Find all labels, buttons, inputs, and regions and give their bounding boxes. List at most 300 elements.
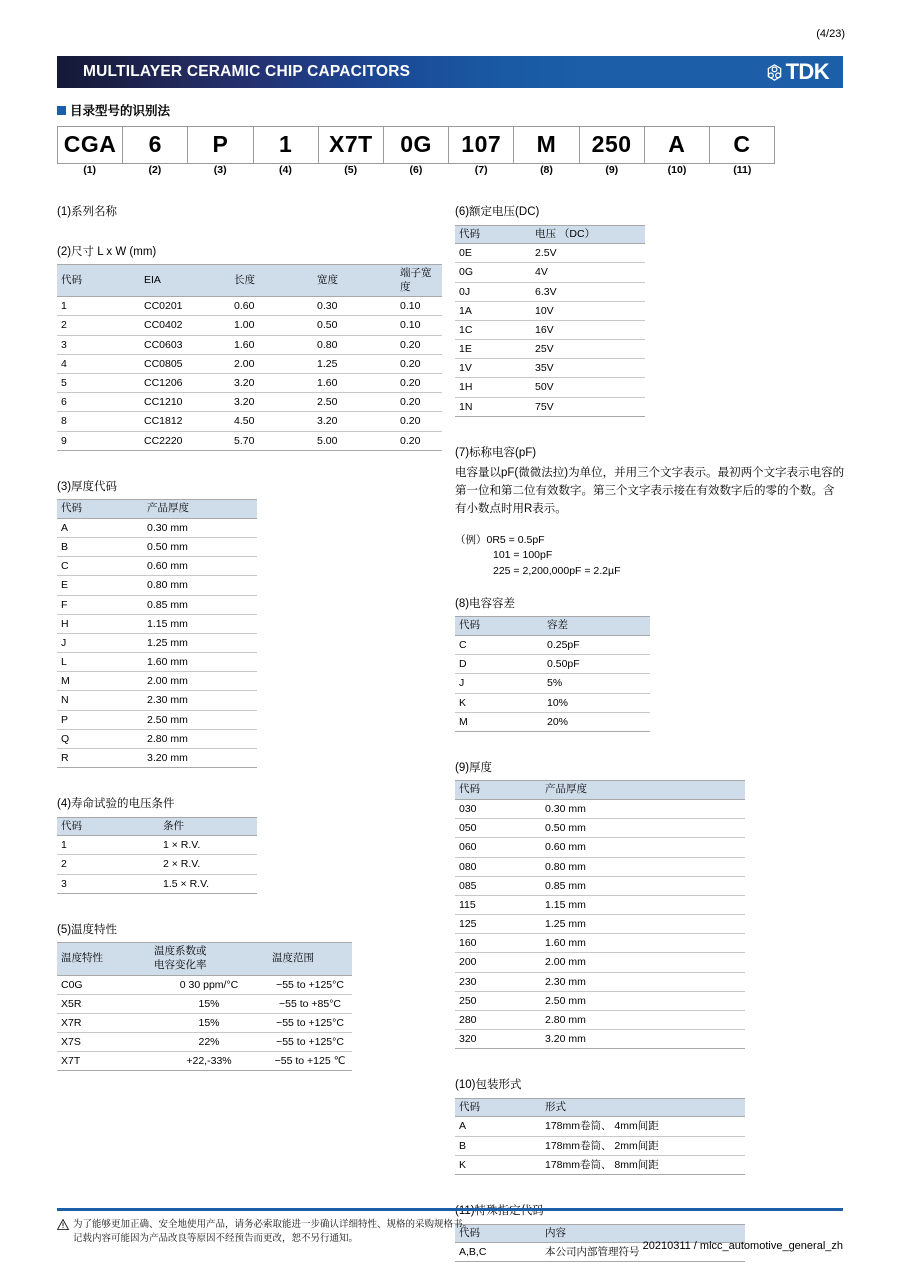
part-number-index: (3) xyxy=(213,164,227,176)
table-cell: 125 xyxy=(455,915,541,934)
table-cell: 1.00 xyxy=(230,316,313,335)
part-number-index: (4) xyxy=(279,164,292,176)
table-cell: 250 xyxy=(455,991,541,1010)
table-cell: 1.60 mm xyxy=(541,934,745,953)
table-cell: CC1210 xyxy=(140,393,230,412)
right-column xyxy=(455,205,845,1265)
table-row xyxy=(57,729,257,748)
column-header: 代码 xyxy=(455,617,533,636)
table-cell: X7S xyxy=(57,1033,150,1052)
table-cell: 本公司内部管理符号 xyxy=(541,1243,745,1262)
table-row xyxy=(57,691,257,710)
table-row xyxy=(57,412,442,431)
table-cell: 085 xyxy=(455,876,541,895)
table-cell: 1.15 mm xyxy=(541,895,745,914)
example-line-3: 225 = 2,200,000pF = 2.2µF xyxy=(493,565,621,578)
table-cell: 5 xyxy=(57,374,140,393)
table-cell: −55 to +125°C xyxy=(268,975,352,994)
table-row xyxy=(57,335,442,354)
example-line-1: （例）0R5 = 0.5pF xyxy=(455,533,545,546)
table-cell: 0.85 mm xyxy=(541,876,745,895)
part-number-segment: 6 xyxy=(122,127,187,163)
column-header-line1: 温度系数或 xyxy=(154,945,207,958)
tdk-logo xyxy=(765,61,829,83)
table-cell: 1C xyxy=(455,320,531,339)
table-cell: 0.85 mm xyxy=(143,595,257,614)
table-cell: CC0805 xyxy=(140,354,230,373)
table-cell: 5.00 xyxy=(313,431,396,450)
page-number: (4/23) xyxy=(816,28,845,40)
part-number-segment: X7T xyxy=(318,127,383,163)
table-row xyxy=(57,1052,352,1071)
packaging-table xyxy=(455,1098,745,1175)
table-cell: CC1206 xyxy=(140,374,230,393)
part-number-indices xyxy=(57,160,775,176)
table-cell: 0.50 mm xyxy=(541,819,745,838)
table-cell: CC0402 xyxy=(140,316,230,335)
table-cell: −55 to +125°C xyxy=(268,1013,352,1032)
column-header: 内容 xyxy=(541,1224,745,1243)
table-cell: 0.25pF xyxy=(533,636,650,655)
table-cell: 3.20 mm xyxy=(143,748,257,767)
table-row xyxy=(455,1117,745,1136)
bullet-square-icon xyxy=(57,106,66,115)
table-cell: 030 xyxy=(455,800,541,819)
table-cell: 2.30 mm xyxy=(541,972,745,991)
table-cell: +22,-33% xyxy=(150,1052,268,1071)
table-row xyxy=(57,1013,352,1032)
table-row xyxy=(57,393,442,412)
footer-notice-text xyxy=(73,1218,472,1247)
block-title: (7)标称电容(pF) xyxy=(455,446,537,459)
table-cell: 0 30 ppm/°C xyxy=(150,975,268,994)
block-title: (9)厚度 xyxy=(455,761,493,774)
column-header: 形式 xyxy=(541,1098,745,1117)
warning-triangle-icon xyxy=(57,1219,69,1230)
table-row xyxy=(455,397,645,416)
table-row xyxy=(57,672,257,691)
block-thickness xyxy=(455,761,845,1049)
table-cell: 0.30 mm xyxy=(541,800,745,819)
table-cell: 50V xyxy=(531,378,645,397)
column-header: 宽度 xyxy=(313,265,396,297)
table-cell: 0.20 xyxy=(396,374,442,393)
table-row xyxy=(455,819,745,838)
table-cell: 1 xyxy=(57,297,140,316)
table-row xyxy=(57,316,442,335)
part-number-segment: 0G xyxy=(383,127,448,163)
table-cell: 1.25 xyxy=(313,354,396,373)
table-cell: 0.80 xyxy=(313,335,396,354)
column-header: 代码 xyxy=(455,225,531,244)
block-size xyxy=(57,245,442,451)
table-cell: 0.20 xyxy=(396,412,442,431)
table-cell: 280 xyxy=(455,1010,541,1029)
table-row xyxy=(57,538,257,557)
capacitance-paragraph: 电容量以pF(微微法拉)为单位，并用三个文字表示。最初两个文字表示电容的第一位和第二位有效数字。第三个文字表示接在有效数字后的零的个数。含有小数点时用R表示。 xyxy=(455,467,845,515)
left-column xyxy=(57,205,442,1074)
part-number-segment: P xyxy=(187,127,252,163)
table-cell: CC2220 xyxy=(140,431,230,450)
table-cell: E xyxy=(57,576,143,595)
table-cell: 178mm卷筒、 8mm间距 xyxy=(541,1155,745,1174)
table-cell: 3.20 xyxy=(313,412,396,431)
tdk-trefoil-mark-icon xyxy=(765,63,784,82)
table-cell: 1 xyxy=(57,836,143,855)
column-header: 容差 xyxy=(533,617,650,636)
table-cell: 1.60 xyxy=(230,335,313,354)
footer-divider xyxy=(57,1208,843,1211)
column-header: 产品厚度 xyxy=(541,781,745,800)
column-header: EIA xyxy=(140,265,230,297)
table-cell: 5% xyxy=(533,674,650,693)
table-cell: P xyxy=(57,710,143,729)
table-cell: 0.50 xyxy=(313,316,396,335)
table-cell: 4.50 xyxy=(230,412,313,431)
table-row xyxy=(57,557,257,576)
footer-notice-line-1: 为了能够更加正确、安全地使用产品，请务必索取能进一步确认详细特性、规格的采购规格书。 xyxy=(73,1219,473,1230)
table-cell: 1A xyxy=(455,301,531,320)
table-row xyxy=(57,836,257,855)
column-header: 条件 xyxy=(143,817,257,836)
table-cell: 2.80 mm xyxy=(143,729,257,748)
table-cell: 1H xyxy=(455,378,531,397)
table-cell: M xyxy=(57,672,143,691)
table-row xyxy=(455,244,645,263)
table-cell: 2.00 xyxy=(230,354,313,373)
part-number-segment: 250 xyxy=(579,127,644,163)
table-cell: R xyxy=(57,748,143,767)
table-row xyxy=(455,800,745,819)
column-header-line2: 电容变化率 xyxy=(154,958,207,971)
part-number-index: (9) xyxy=(605,164,619,176)
table-cell: 6 xyxy=(57,393,140,412)
table-row xyxy=(455,263,645,282)
block-title: (3)厚度代码 xyxy=(57,480,118,493)
table-row xyxy=(455,1010,745,1029)
part-number-index: (5) xyxy=(344,164,358,176)
table-cell: 1N xyxy=(455,397,531,416)
footer-notice-line-2: 记载内容可能因为产品改良等原因不经预告而更改，恕不另行通知。 xyxy=(73,1233,359,1245)
column-header xyxy=(150,943,268,975)
table-cell: 2.50 mm xyxy=(541,991,745,1010)
table-cell: Q xyxy=(57,729,143,748)
table-cell: 0.30 xyxy=(313,297,396,316)
column-header: 代码 xyxy=(455,1224,541,1243)
table-row xyxy=(455,1155,745,1174)
table-cell: 1.25 mm xyxy=(541,915,745,934)
table-row xyxy=(455,693,650,712)
table-row xyxy=(57,653,257,672)
example-line-2: 101 = 100pF xyxy=(493,549,553,562)
table-cell: J xyxy=(455,674,533,693)
part-number-index: (10) xyxy=(667,164,687,176)
table-cell: A xyxy=(57,518,143,537)
table-cell: CC1812 xyxy=(140,412,230,431)
block-capacitance-tolerance xyxy=(455,597,845,732)
table-row xyxy=(57,994,352,1013)
table-cell: K xyxy=(455,1155,541,1174)
table-cell: 0.20 xyxy=(396,393,442,412)
table-cell: D xyxy=(455,655,533,674)
table-row xyxy=(455,1136,745,1155)
section-heading xyxy=(57,101,170,119)
table-cell: 1.25 mm xyxy=(143,633,257,652)
table-cell: 0.30 mm xyxy=(143,518,257,537)
table-cell: 6.3V xyxy=(531,282,645,301)
table-row xyxy=(455,712,650,731)
part-number-index: (1) xyxy=(83,164,97,176)
block-temperature-characteristics xyxy=(57,923,442,1072)
part-number-segment: CGA xyxy=(57,127,122,163)
table-cell: 0.50 mm xyxy=(143,538,257,557)
table-cell: 200 xyxy=(455,953,541,972)
table-cell: C xyxy=(455,636,533,655)
table-cell: 080 xyxy=(455,857,541,876)
table-row xyxy=(57,518,257,537)
capacitance-example xyxy=(455,533,845,580)
thickness-table xyxy=(455,780,745,1049)
table-cell: 0.60 mm xyxy=(143,557,257,576)
part-number-segment: 1 xyxy=(253,127,318,163)
table-row xyxy=(57,614,257,633)
table-cell: 3.20 xyxy=(230,393,313,412)
part-number-segment: A xyxy=(644,127,709,163)
table-cell: B xyxy=(57,538,143,557)
table-cell: A xyxy=(455,1117,541,1136)
table-cell: 9 xyxy=(57,431,140,450)
section-heading-label: 目录型号的识别法 xyxy=(70,104,171,118)
column-header: 代码 xyxy=(455,1098,541,1117)
table-row xyxy=(455,876,745,895)
table-row xyxy=(57,431,442,450)
table-cell: 2.30 mm xyxy=(143,691,257,710)
table-cell: 115 xyxy=(455,895,541,914)
column-header: 温度范围 xyxy=(268,943,352,975)
table-cell: −55 to +125 ℃ xyxy=(268,1052,352,1071)
table-row xyxy=(57,710,257,729)
table-cell: 0.50pF xyxy=(533,655,650,674)
table-cell: 0.20 xyxy=(396,354,442,373)
table-cell: 3.20 mm xyxy=(541,1030,745,1049)
table-row xyxy=(57,354,442,373)
table-cell: 3.20 xyxy=(230,374,313,393)
table-row xyxy=(57,633,257,652)
table-cell: 2.50 mm xyxy=(143,710,257,729)
table-cell: 0.20 xyxy=(396,335,442,354)
table-cell: X7T xyxy=(57,1052,150,1071)
tolerance-table xyxy=(455,616,650,732)
table-cell: 5.70 xyxy=(230,431,313,450)
table-cell: 75V xyxy=(531,397,645,416)
block-series-name xyxy=(57,205,442,221)
table-cell: 2.5V xyxy=(531,244,645,263)
table-row xyxy=(455,1030,745,1049)
table-row xyxy=(57,748,257,767)
thickness-code-table xyxy=(57,499,257,768)
table-cell: 320 xyxy=(455,1030,541,1049)
table-row xyxy=(455,636,650,655)
table-row xyxy=(57,975,352,994)
table-cell: 16V xyxy=(531,320,645,339)
table-cell: 2.80 mm xyxy=(541,1010,745,1029)
size-table xyxy=(57,264,442,451)
table-cell: 2.50 xyxy=(313,393,396,412)
table-cell: 22% xyxy=(150,1033,268,1052)
table-cell: 2 xyxy=(57,855,143,874)
table-row xyxy=(57,1033,352,1052)
block-rated-voltage xyxy=(455,205,845,417)
page-header-banner xyxy=(57,56,843,88)
table-cell: 4V xyxy=(531,263,645,282)
part-number-index: (11) xyxy=(733,164,752,176)
table-row xyxy=(57,855,257,874)
table-cell: 20% xyxy=(533,712,650,731)
table-cell: 3 xyxy=(57,874,143,893)
column-header: 代码 xyxy=(57,817,143,836)
temperature-characteristics-table xyxy=(57,942,352,1071)
table-cell: 0.80 mm xyxy=(143,576,257,595)
block-title: (4)寿命试验的电压条件 xyxy=(57,798,175,811)
table-cell: 10% xyxy=(533,693,650,712)
document-id: 20210311 / mlcc_automotive_general_zh xyxy=(642,1240,843,1252)
table-row xyxy=(57,297,442,316)
table-row xyxy=(57,874,257,893)
table-cell: 0J xyxy=(455,282,531,301)
table-cell: C0G xyxy=(57,975,150,994)
part-number-index: (8) xyxy=(540,164,553,176)
table-cell: L xyxy=(57,653,143,672)
block-life-test-voltage xyxy=(57,797,442,894)
table-cell: 1E xyxy=(455,340,531,359)
table-cell: 0.20 xyxy=(396,431,442,450)
table-row xyxy=(455,340,645,359)
table-cell: CC0603 xyxy=(140,335,230,354)
table-cell: 15% xyxy=(150,1013,268,1032)
column-header: 代码 xyxy=(455,781,541,800)
table-row xyxy=(455,857,745,876)
table-cell: 15% xyxy=(150,994,268,1013)
column-header: 代码 xyxy=(57,500,143,519)
table-cell: 1.60 mm xyxy=(143,653,257,672)
column-header: 代码 xyxy=(57,265,140,297)
table-row xyxy=(455,301,645,320)
block-thickness-code xyxy=(57,480,442,768)
part-number-segment: C xyxy=(709,127,775,163)
rated-voltage-table xyxy=(455,225,645,417)
table-row xyxy=(455,674,650,693)
column-header: 产品厚度 xyxy=(143,500,257,519)
part-number-segment: M xyxy=(513,127,578,163)
table-cell: −55 to +85°C xyxy=(268,994,352,1013)
table-cell: 160 xyxy=(455,934,541,953)
block-title: (8)电容容差 xyxy=(455,597,516,610)
table-cell: 0G xyxy=(455,263,531,282)
table-cell: 0E xyxy=(455,244,531,263)
part-number-segment: 107 xyxy=(448,127,513,163)
table-row xyxy=(455,282,645,301)
table-cell: A,B,C xyxy=(455,1243,541,1262)
table-cell: 3 xyxy=(57,335,140,354)
table-cell: 178mm卷筒、 2mm间距 xyxy=(541,1136,745,1155)
part-number-index: (7) xyxy=(474,164,488,176)
table-cell: 050 xyxy=(455,819,541,838)
table-cell: J xyxy=(57,633,143,652)
table-cell: 1.15 mm xyxy=(143,614,257,633)
table-row xyxy=(455,934,745,953)
table-cell: 230 xyxy=(455,972,541,991)
table-cell: 35V xyxy=(531,359,645,378)
table-row xyxy=(455,838,745,857)
table-cell: 25V xyxy=(531,340,645,359)
table-row xyxy=(455,378,645,397)
table-cell: 10V xyxy=(531,301,645,320)
block-packaging xyxy=(455,1078,845,1175)
table-cell: 1V xyxy=(455,359,531,378)
column-header: 温度特性 xyxy=(57,943,150,975)
table-cell: F xyxy=(57,595,143,614)
table-cell: H xyxy=(57,614,143,633)
part-number-index: (2) xyxy=(148,164,162,176)
table-cell: CC0201 xyxy=(140,297,230,316)
part-number-decoder xyxy=(57,126,775,164)
block-nominal-capacitance xyxy=(455,446,845,580)
table-cell: 1.5 × R.V. xyxy=(143,874,257,893)
block-title: (1)系列名称 xyxy=(57,206,118,218)
table-cell: 1 × R.V. xyxy=(143,836,257,855)
table-cell: 8 xyxy=(57,412,140,431)
table-cell: 0.10 xyxy=(396,297,442,316)
table-row xyxy=(455,655,650,674)
column-header: 电压 （DC） xyxy=(531,225,645,244)
table-cell: X7R xyxy=(57,1013,150,1032)
table-row xyxy=(455,915,745,934)
table-row xyxy=(455,895,745,914)
table-row xyxy=(455,359,645,378)
table-cell: 060 xyxy=(455,838,541,857)
table-cell: 0.60 mm xyxy=(541,838,745,857)
block-title: (2)尺寸 L x W (mm) xyxy=(57,245,157,258)
life-test-table xyxy=(57,817,257,894)
block-title: (5)温度特性 xyxy=(57,923,118,936)
column-header: 长度 xyxy=(230,265,313,297)
table-row xyxy=(455,953,745,972)
table-row xyxy=(57,595,257,614)
table-cell: B xyxy=(455,1136,541,1155)
table-row xyxy=(57,576,257,595)
table-cell: 2 xyxy=(57,316,140,335)
block-title: (6)额定电压(DC) xyxy=(455,206,540,218)
table-row xyxy=(455,972,745,991)
tdk-wordmark: TDK xyxy=(785,59,829,84)
table-cell: K xyxy=(455,693,533,712)
table-cell: 0.80 mm xyxy=(541,857,745,876)
table-cell: C xyxy=(57,557,143,576)
column-header: 端子宽度 xyxy=(396,265,442,297)
block-title: (10)包装形式 xyxy=(455,1079,522,1092)
part-number-index: (6) xyxy=(409,164,423,176)
table-cell: N xyxy=(57,691,143,710)
table-cell: 4 xyxy=(57,354,140,373)
table-cell: −55 to +125°C xyxy=(268,1033,352,1052)
table-cell: 2 × R.V. xyxy=(143,855,257,874)
table-row xyxy=(455,320,645,339)
table-row xyxy=(455,991,745,1010)
table-cell: 1.60 xyxy=(313,374,396,393)
table-cell: 0.60 xyxy=(230,297,313,316)
table-cell: 0.10 xyxy=(396,316,442,335)
page-title: MULTILAYER CERAMIC CHIP CAPACITORS xyxy=(83,63,411,80)
